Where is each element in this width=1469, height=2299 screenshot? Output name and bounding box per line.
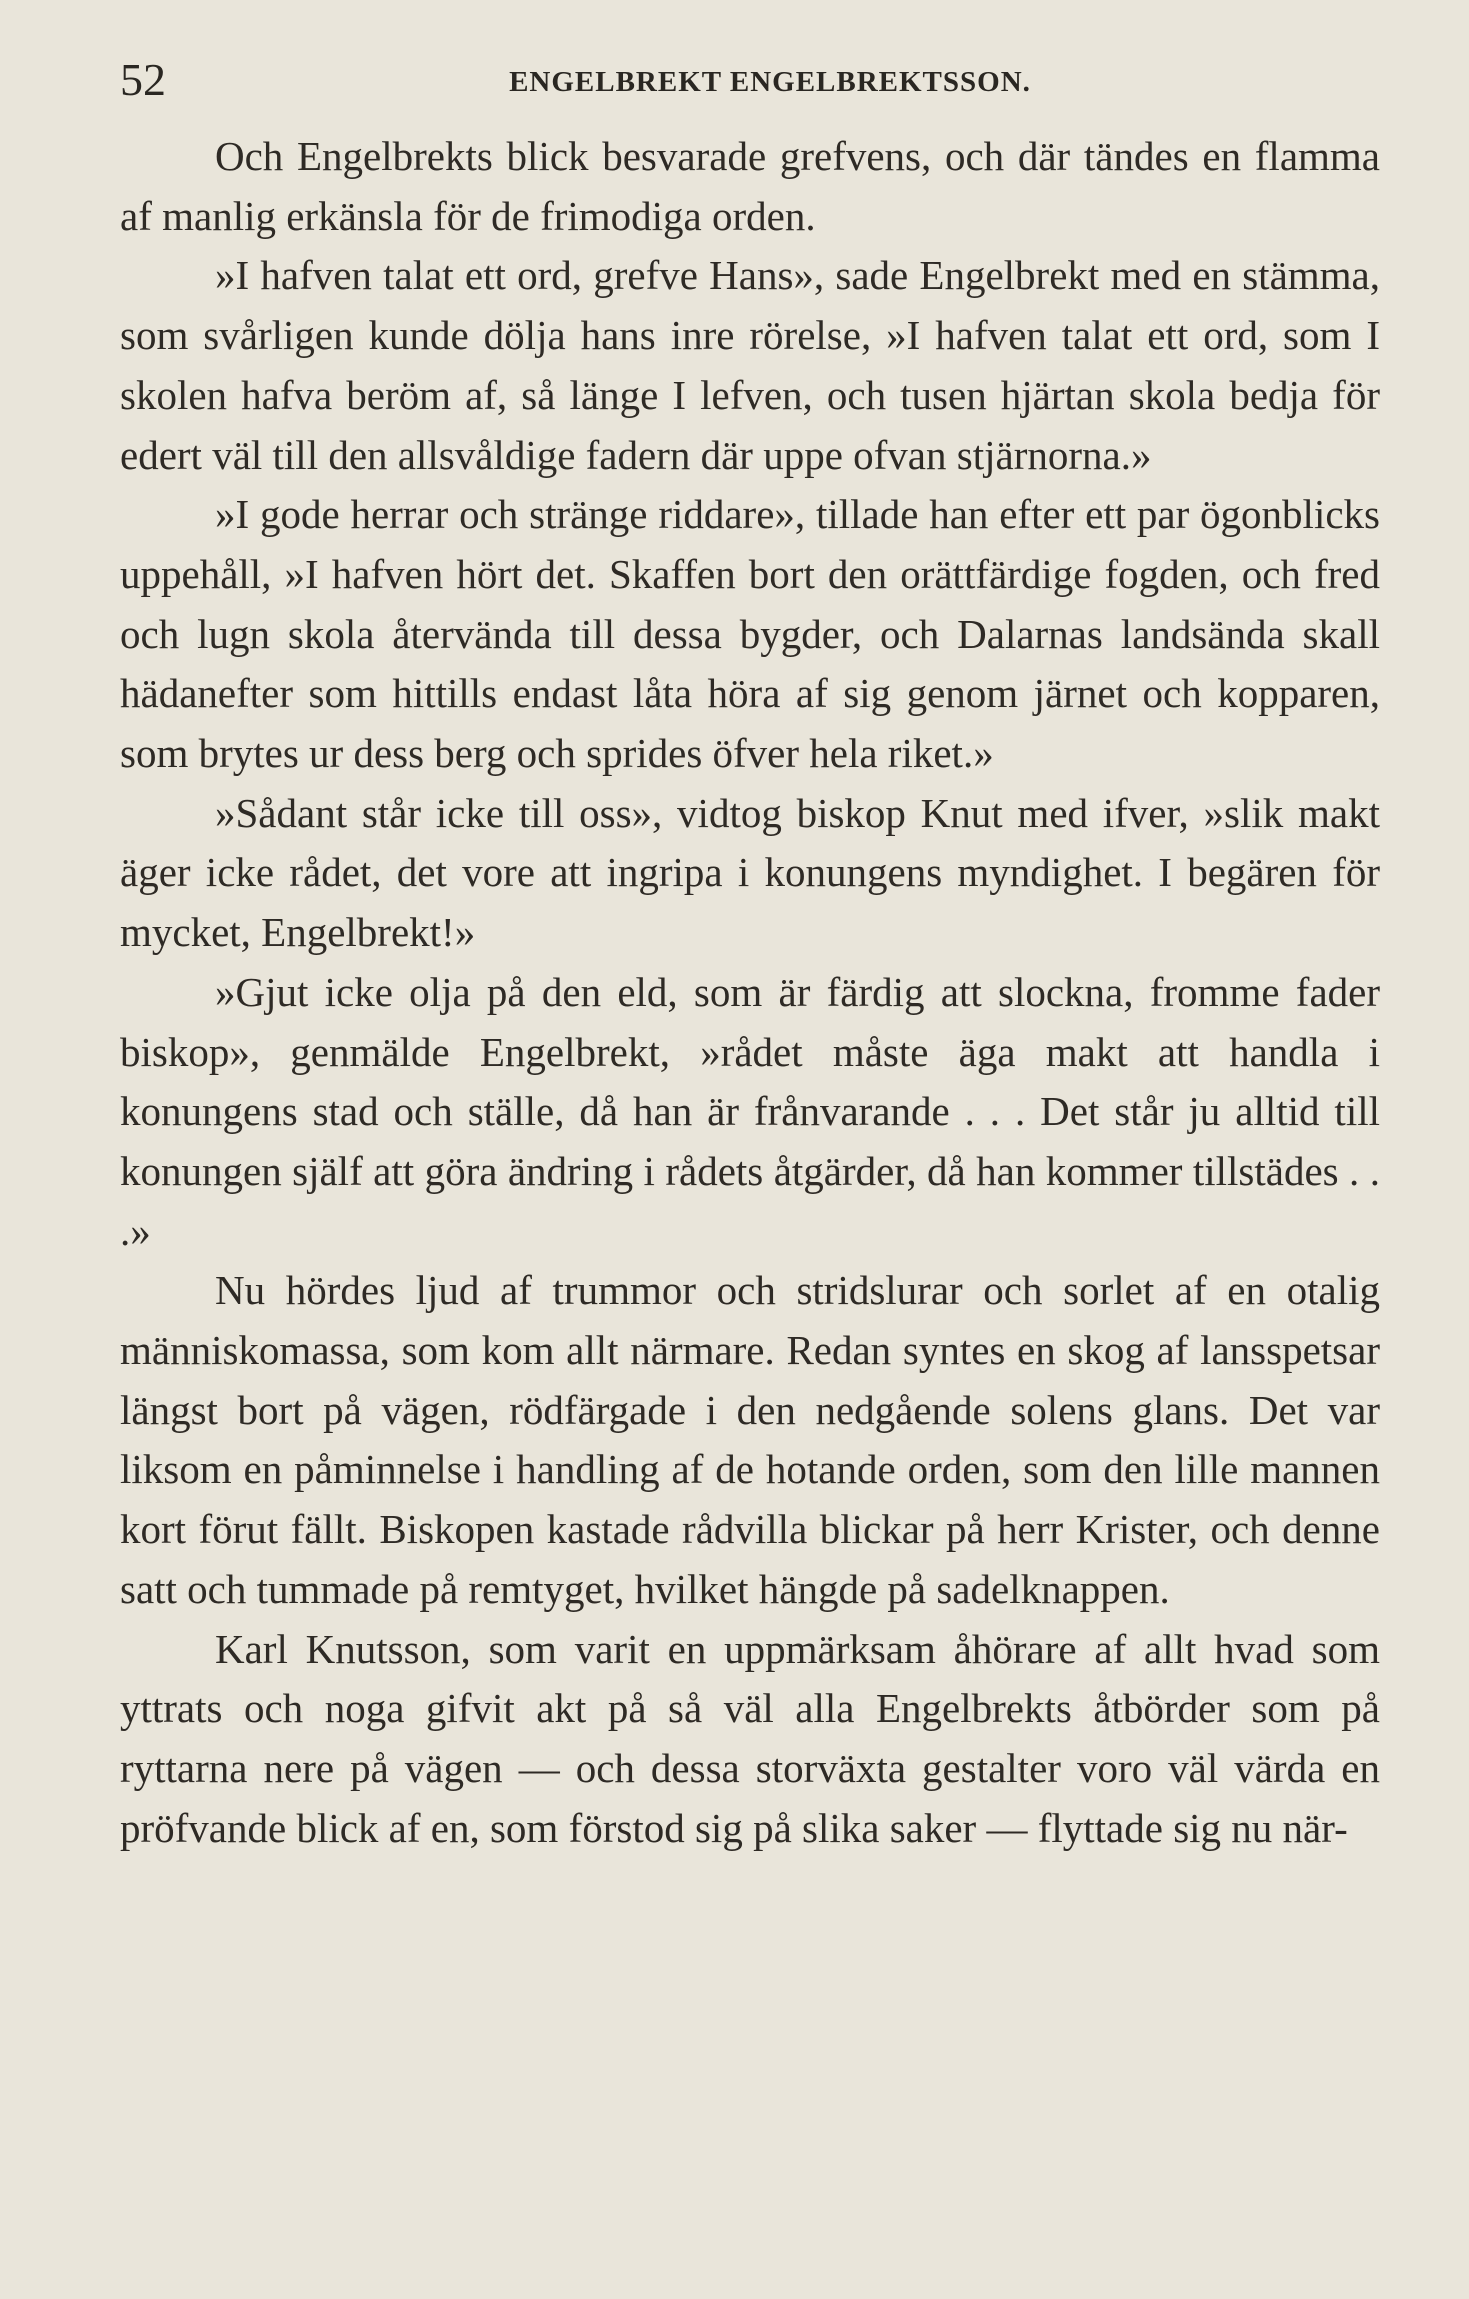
running-title: ENGELBREKT ENGELBREKTSSON. — [509, 66, 1031, 98]
page-number: 52 — [120, 54, 166, 105]
paragraph: »Gjut icke olja på den eld, som är färdig att slockna, fromme fader biskop», genmälde Engelbrekt, »rådet måste äga makt att handla i konungens stad och ställe, då han är frånvarande . . . Det står ju alltid till konungen själf att göra ändring i rådets åtgärder, då han kommer tillstädes . . .» — [120, 968, 1380, 1254]
paragraph: »Sådant står icke till oss», vidtog biskop Knut med ifver, »slik makt äger icke rådet, det vore att ingripa i konungens myndighet. I begären för mycket, Engelbrekt!» — [120, 789, 1380, 956]
paragraph: »I hafven talat ett ord, grefve Hans», sade Engelbrekt med en stämma, som svårligen kunde dölja hans inre rörelse, »I hafven talat ett ord, som I skolen hafva beröm af, så länge I lefven, och tusen hjärtan skola bedja för edert väl till den allsvåldige fadern där uppe ofvan stjärnorna.» — [120, 252, 1380, 478]
body-text — [120, 127, 1380, 1858]
paragraph: Och Engelbrekts blick besvarade grefvens, och där tändes en flamma af manlig erkänsla för de frimodiga orden. — [120, 133, 1380, 239]
paragraph: Nu hördes ljud af trummor och stridslurar och sorlet af en otalig människomassa, som kom allt närmare. Redan syntes en skog af lansspetsar längst bort på vägen, rödfärgade i den nedgående solens glans. Det var liksom en påminnelse i handling af de hotande orden, som den lille mannen kort förut fällt. Biskopen kastade rådvilla blickar på herr Krister, och denne satt och tummade på remtyget, hvilket hängde på sadelknappen. — [120, 1267, 1380, 1612]
page-header — [120, 50, 1380, 110]
paragraph: Karl Knutsson, som varit en uppmärksam åhörare af allt hvad som yttrats och noga gifvit akt på så väl alla Engelbrekts åtbörder som på ryttarna nere på vägen — och dessa storväxta gestalter voro väl värda en pröfvande blick af en, som förstod sig på slika saker — flyttade sig nu när- — [120, 1625, 1380, 1851]
paragraph: »I gode herrar och stränge riddare», tillade han efter ett par ögonblicks uppehåll, »I hafven hört det. Skaffen bort den orättfärdige fogden, och fred och lugn skola återvända till dessa bygder, och Dalarnas landsända skall hädanefter som hittills endast låta höra af sig genom järnet och kopparen, som brytes ur dess berg och sprides öfver hela riket.» — [120, 491, 1380, 777]
